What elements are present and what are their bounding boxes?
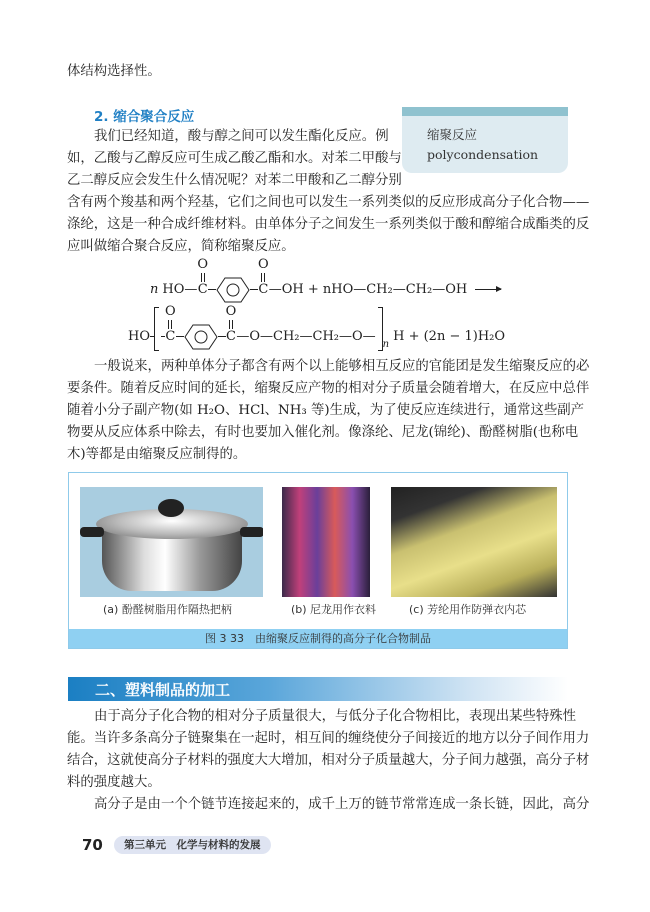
- single-bond: [218, 336, 226, 337]
- subsection-heading: 2. 缩合聚合反应: [94, 109, 195, 125]
- sidebar-band: [402, 107, 568, 116]
- eq-coefficient: n: [150, 282, 159, 297]
- reaction-arrow-icon: [475, 289, 501, 290]
- eq-text: —O—CH₂—CH₂—O—: [236, 329, 376, 344]
- figure-caption-c: (c) 芳纶用作防弹衣内芯: [409, 603, 527, 616]
- eq-oxygen: O: [225, 304, 237, 319]
- glossary-term-cn: 缩聚反应: [427, 127, 478, 142]
- text-line: 一般说来，两种单体分子都含有两个以上能够相互反应的官能团是发生缩聚反应的必: [94, 359, 590, 374]
- left-bracket: [154, 307, 159, 351]
- double-bond: [201, 273, 205, 282]
- text-line: 应叫做缩合聚合反应，简称缩聚反应。: [67, 239, 295, 254]
- page-number: 70: [82, 836, 103, 854]
- eq-carbon: C: [258, 282, 269, 297]
- eq-carbon: C: [165, 329, 176, 344]
- eq-text: —OH + nHO—CH₂—CH₂—OH: [268, 282, 468, 297]
- eq-oxygen: O: [258, 257, 269, 272]
- eq-subscript-n: n: [382, 339, 390, 350]
- glossary-term-en: polycondensation: [427, 147, 539, 162]
- single-bond: [176, 336, 184, 337]
- eq-carbon: C: [226, 329, 236, 344]
- double-bond: [261, 273, 265, 282]
- benzene-ring-icon: [184, 323, 218, 351]
- text-line: 由于高分子化合物的相对分子质量很大，与低分子化合物相比，表现出某些特殊性: [94, 709, 577, 724]
- eq-carbon: C: [197, 282, 208, 297]
- eq-oxygen: O: [165, 304, 176, 319]
- text-line: 结合，这就使高分子材料的强度大大增加，相对分子质量越大，分子间力越强，高分子材: [67, 753, 590, 768]
- section-heading: 二、塑料制品的加工: [95, 681, 231, 699]
- text-line: 含有两个羧基和两个羟基，它们之间也可以发生一系列类似的反应形成高分子化合物——: [67, 195, 590, 210]
- double-bond: [229, 320, 233, 329]
- text-line: 料的强度越大。: [67, 775, 161, 790]
- equation-reactants: [150, 252, 501, 298]
- text-line: 如，乙酸与乙醇反应可生成乙酸乙酯和水。对苯二甲酸与: [67, 151, 402, 166]
- section-heading-band: [68, 677, 568, 701]
- single-bond: [208, 289, 216, 290]
- text-line: 物要从反应体系中除去，有时也要加入催化剂。像涤纶、尼龙(锦纶)、酚醛树脂(也称电: [67, 425, 579, 440]
- text-line: 我们已经知道，酸与醇之间可以发生酯化反应。例: [94, 129, 389, 144]
- aramid-fabric-photo: [391, 487, 557, 597]
- glossary-sidebar: [402, 107, 568, 173]
- equation-products: [128, 299, 506, 350]
- figure-3-33: [68, 472, 568, 649]
- eq-text: HO—: [162, 282, 198, 297]
- nylon-clothing-photo: [282, 487, 370, 597]
- text-line: 木)等都是由缩聚反应制得的。: [67, 447, 247, 462]
- text-line: 高分子是由一个个链节连接起来的，成千上万的链节常常连成一条长链，因此，高分: [94, 797, 590, 812]
- figure-title: 图 3 33 由缩聚反应制得的高分子化合物制品: [69, 629, 567, 648]
- figure-caption-b: (b) 尼龙用作衣料: [291, 603, 377, 616]
- single-bond: [250, 289, 258, 290]
- text-line: 能。当许多条高分子链聚集在一起时，相互间的缠绕使分子间接近的地方以分子间作用力: [67, 731, 590, 746]
- eq-oxygen: O: [197, 257, 209, 272]
- eq-text: H + (2n − 1)H₂O: [393, 329, 506, 344]
- text-line: 要条件。随着反应时间的延长，缩聚反应产物的相对分子质量会随着增大，在反应中总伴: [67, 381, 590, 396]
- text-line: 随着小分子副产物(如 H₂O、HCl、NH₃ 等)生成，为了使反应连续进行，通常这些副产: [67, 403, 585, 418]
- pot-photo: [80, 487, 263, 597]
- unit-label: 第三单元 化学与材料的发展: [114, 836, 271, 854]
- text-line: 乙二醇反应会发生什么情况呢？对苯二甲酸和乙二醇分别: [67, 173, 402, 188]
- carbonyl-group: [258, 257, 269, 298]
- text-line: 体结构选择性。: [67, 64, 161, 79]
- carbonyl-group: [197, 257, 208, 298]
- carbonyl-group: [165, 304, 176, 345]
- double-bond: [168, 320, 172, 329]
- figure-caption-a: (a) 酚醛树脂用作隔热把柄: [103, 603, 232, 616]
- carbonyl-group: [226, 304, 237, 345]
- text-line: 涤纶，这是一种合成纤维材料。由单体分子之间发生一系列类似于酸和醇缩合成酯类的反: [67, 217, 590, 232]
- eq-text: HO: [128, 329, 150, 344]
